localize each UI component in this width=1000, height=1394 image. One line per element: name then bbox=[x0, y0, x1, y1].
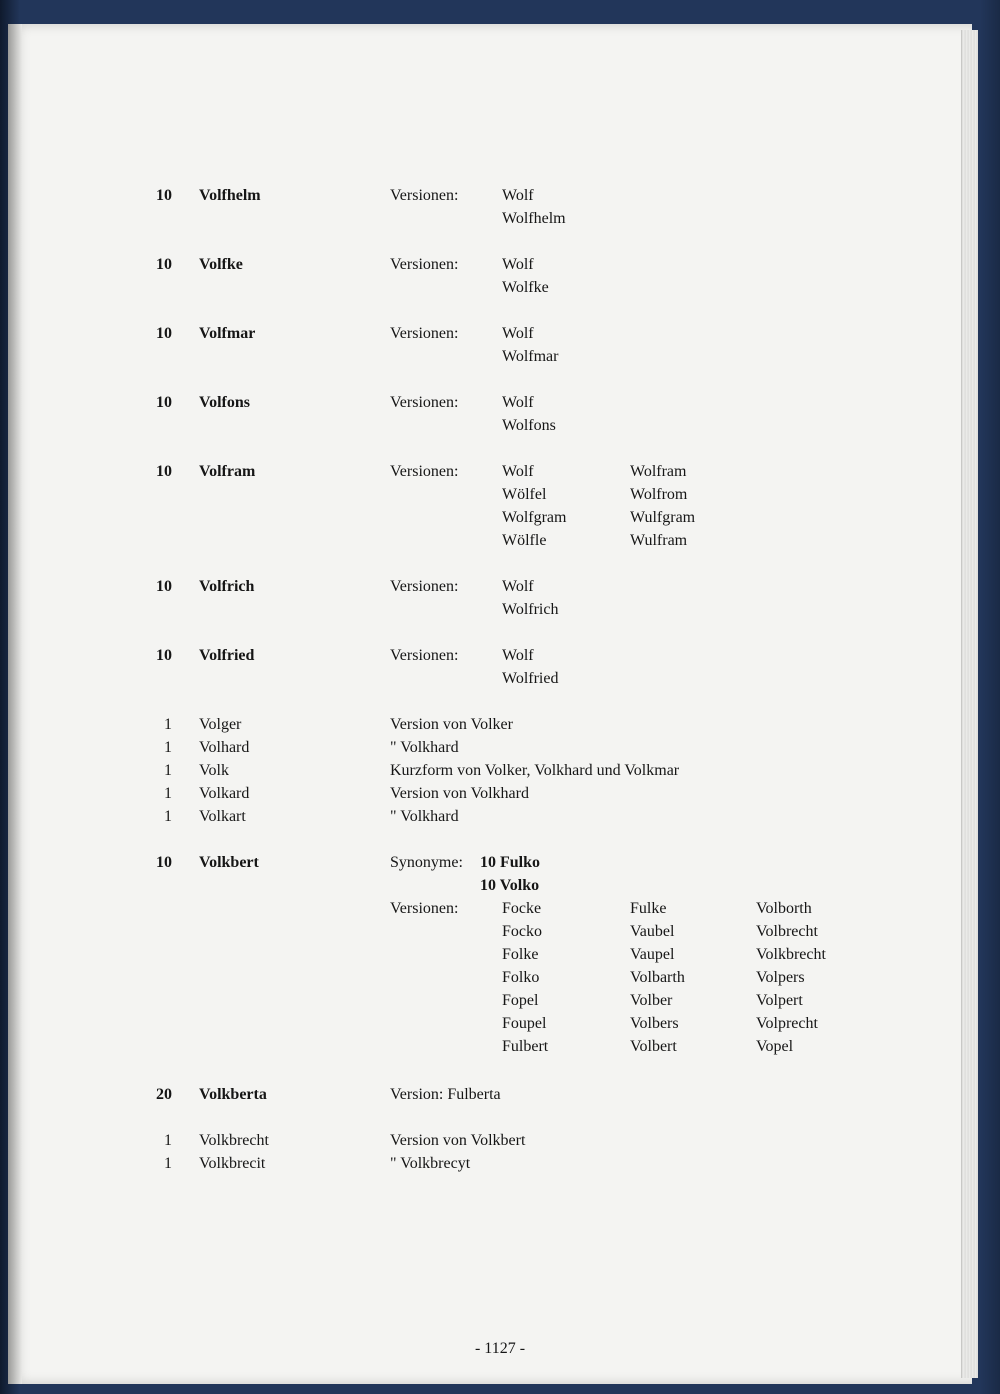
entry-line bbox=[0, 967, 1000, 989]
version-name: Wolf bbox=[502, 463, 534, 480]
version-name: Wolfke bbox=[502, 279, 549, 296]
entry-description: Version von Volkbert bbox=[390, 1132, 526, 1149]
entry-count: 10 bbox=[156, 463, 172, 480]
entry-line bbox=[0, 346, 1000, 368]
version-name: Volprecht bbox=[756, 1015, 818, 1032]
entry-count: 1 bbox=[164, 785, 172, 802]
version-name: Wolfmar bbox=[502, 348, 559, 365]
entry-description: Kurzform von Volker, Volkhard und Volkmar bbox=[390, 762, 680, 779]
entry-line bbox=[0, 990, 1000, 1012]
version-name: Wolf bbox=[502, 578, 534, 595]
version-name: Volber bbox=[630, 992, 673, 1009]
version-name: Volkbrecht bbox=[756, 946, 826, 963]
entry-label: Versionen: bbox=[390, 325, 459, 342]
version-name: Wolfried bbox=[502, 670, 559, 687]
entry-name: Volfrich bbox=[199, 578, 255, 595]
entry-count: 10 bbox=[156, 647, 172, 664]
entry-name: Volfhelm bbox=[199, 187, 261, 204]
entry-label: Versionen: bbox=[390, 900, 459, 917]
entry-line bbox=[0, 277, 1000, 299]
entry-line bbox=[0, 507, 1000, 529]
entry-count: 1 bbox=[164, 808, 172, 825]
entry-count: 10 bbox=[156, 578, 172, 595]
entry-line bbox=[0, 530, 1000, 552]
entry-count: 10 bbox=[156, 256, 172, 273]
entry-count: 1 bbox=[164, 739, 172, 756]
entry-row bbox=[0, 576, 1000, 598]
entry-description: Version von Volker bbox=[390, 716, 513, 733]
entry-line bbox=[0, 921, 1000, 943]
version-name: Fulbert bbox=[502, 1038, 549, 1055]
entry-row bbox=[0, 645, 1000, 667]
entry-count: 20 bbox=[156, 1086, 172, 1103]
version-name: Wolfhelm bbox=[502, 210, 566, 227]
entry-description: Version von Volkhard bbox=[390, 785, 529, 802]
version-name: Volbert bbox=[630, 1038, 677, 1055]
version-name: Wolf bbox=[502, 325, 534, 342]
version-name: Wolf bbox=[502, 187, 534, 204]
entry-name: Volger bbox=[199, 716, 242, 733]
version-name: Wolfrich bbox=[502, 601, 559, 618]
version-name: Volbrecht bbox=[756, 923, 818, 940]
page-number: - 1127 - bbox=[474, 1340, 526, 1357]
entry-row bbox=[0, 185, 1000, 207]
version-name: Volbers bbox=[630, 1015, 679, 1032]
version-name: Wolf bbox=[502, 647, 534, 664]
entry-line bbox=[0, 944, 1000, 966]
version-name: Volpert bbox=[756, 992, 803, 1009]
entry-row bbox=[0, 714, 1000, 736]
entry-line bbox=[0, 668, 1000, 690]
entry-line bbox=[0, 484, 1000, 506]
entry-row bbox=[0, 737, 1000, 759]
entry-line bbox=[0, 1013, 1000, 1035]
entry-description: " Volkhard bbox=[390, 739, 459, 756]
entry-name: Volkart bbox=[199, 808, 246, 825]
entry-name: Volkbrecht bbox=[199, 1132, 269, 1149]
entry-name: Volfried bbox=[199, 647, 255, 664]
synonym: 10 Volko bbox=[480, 877, 540, 894]
version-name: Wolfram bbox=[630, 463, 687, 480]
entry-name: Volk bbox=[199, 762, 229, 779]
entry-row bbox=[0, 1130, 1000, 1152]
entry-name: Volkard bbox=[199, 785, 250, 802]
entry-label: Synonyme: bbox=[390, 854, 463, 871]
entry-name: Volkbrecit bbox=[199, 1155, 266, 1172]
entry-count: 10 bbox=[156, 187, 172, 204]
entry-name: Volfmar bbox=[199, 325, 256, 342]
version-name: Fopel bbox=[502, 992, 539, 1009]
entry-row bbox=[0, 254, 1000, 276]
version-name: Volpers bbox=[756, 969, 805, 986]
entry-line bbox=[0, 898, 1000, 920]
entry-row bbox=[0, 1084, 1000, 1106]
version-name: Volborth bbox=[756, 900, 812, 917]
version-name: Wolf bbox=[502, 256, 534, 273]
entry-name: Volfke bbox=[199, 256, 243, 273]
entry-row bbox=[0, 461, 1000, 483]
entry-row bbox=[0, 323, 1000, 345]
entry-line bbox=[0, 599, 1000, 621]
entry-row bbox=[0, 1153, 1000, 1175]
entry-row bbox=[0, 852, 1000, 874]
version-name: Wolfons bbox=[502, 417, 556, 434]
entry-line bbox=[0, 208, 1000, 230]
entry-label: Versionen: bbox=[390, 187, 459, 204]
entry-row bbox=[0, 760, 1000, 782]
entry-label: Versionen: bbox=[390, 463, 459, 480]
entry-line bbox=[0, 415, 1000, 437]
entry-label: Versionen: bbox=[390, 578, 459, 595]
entry-name: Volfram bbox=[199, 463, 256, 480]
version-name: Wolfgram bbox=[502, 509, 567, 526]
entry-line bbox=[0, 875, 1000, 897]
entry-count: 1 bbox=[164, 1132, 172, 1149]
version-name: Focko bbox=[502, 923, 542, 940]
synonym: 10 Fulko bbox=[480, 854, 541, 871]
entry-count: 1 bbox=[164, 762, 172, 779]
entry-row bbox=[0, 392, 1000, 414]
version-name: Folke bbox=[502, 946, 539, 963]
version-name: Wulfram bbox=[630, 532, 688, 549]
version-name: Vaupel bbox=[630, 946, 675, 963]
entry-label: Versionen: bbox=[390, 394, 459, 411]
entry-row bbox=[0, 806, 1000, 828]
version-name: Vaubel bbox=[630, 923, 675, 940]
entry-count: 10 bbox=[156, 325, 172, 342]
entry-label: Versionen: bbox=[390, 256, 459, 273]
version-name: Wulfgram bbox=[630, 509, 696, 526]
entry-description: Version: Fulberta bbox=[390, 1086, 501, 1103]
page-edges bbox=[961, 30, 978, 1378]
entry-name: Volkberta bbox=[199, 1086, 267, 1103]
version-name: Wölfel bbox=[502, 486, 547, 503]
entry-name: Volhard bbox=[199, 739, 250, 756]
entry-count: 1 bbox=[164, 1155, 172, 1172]
version-name: Fulke bbox=[630, 900, 667, 917]
version-name: Folko bbox=[502, 969, 540, 986]
entry-name: Volfons bbox=[199, 394, 250, 411]
entry-row bbox=[0, 783, 1000, 805]
entry-line bbox=[0, 1036, 1000, 1058]
entry-name: Volkbert bbox=[199, 854, 259, 871]
entry-description: " Volkhard bbox=[390, 808, 459, 825]
version-name: Wölfle bbox=[502, 532, 547, 549]
entry-count: 1 bbox=[164, 716, 172, 733]
entry-label: Versionen: bbox=[390, 647, 459, 664]
entry-description: " Volkbrecyt bbox=[390, 1155, 471, 1172]
entry-count: 10 bbox=[156, 854, 172, 871]
version-name: Volbarth bbox=[630, 969, 685, 986]
version-name: Wolf bbox=[502, 394, 534, 411]
version-name: Focke bbox=[502, 900, 542, 917]
version-name: Foupel bbox=[502, 1015, 547, 1032]
version-name: Wolfrom bbox=[630, 486, 688, 503]
version-name: Vopel bbox=[756, 1038, 794, 1055]
entry-count: 10 bbox=[156, 394, 172, 411]
